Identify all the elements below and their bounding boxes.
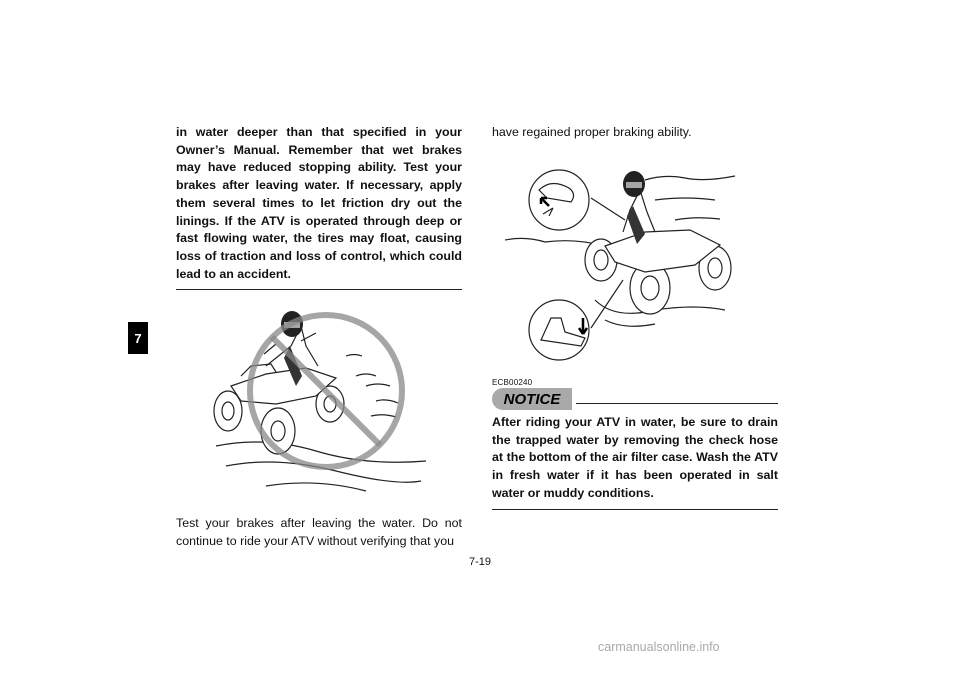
- notice-badge: NOTICE: [492, 388, 572, 410]
- notice-body: [492, 414, 778, 510]
- atv-in-water-prohibited-illustration: [206, 286, 432, 506]
- right-column: [492, 124, 778, 142]
- notice-header: [492, 388, 778, 410]
- page-number: 7-19: [468, 556, 492, 568]
- chapter-tab-label: 7: [134, 330, 142, 346]
- notice-bottom-rule: [492, 509, 778, 510]
- left-body: [176, 515, 462, 550]
- chapter-tab: [128, 322, 148, 354]
- watermark: carmanualsonline.info: [598, 640, 720, 654]
- right-body-text: have regained proper braking ability.: [492, 125, 692, 139]
- warning-text: in water deeper than that specified in your Owner’s Manual. Remember that wet brakes may have reduced stopping ability. Test your brakes after leaving water. If necessary, apply them several times to let friction dry out the linings. If the ATV is operated through deep or fast flowing water, the tires may float, causing loss of traction and loss of control, which could lead to an accident.: [176, 125, 462, 281]
- notice-code: ECB00240: [492, 378, 533, 387]
- atv-brake-test-illustration: [505, 150, 751, 370]
- left-body-text: Test your brakes after leaving the water. Do not continue to ride your ATV without verifying that you: [176, 516, 462, 548]
- notice-text: After riding your ATV in water, be sure to drain the trapped water by removing the check hose at the bottom of the air filter case. Wash the ATV in fresh water if it has been operated in salt water or muddy conditions.: [492, 415, 778, 500]
- left-column: [176, 124, 462, 290]
- notice-rule: [576, 403, 778, 404]
